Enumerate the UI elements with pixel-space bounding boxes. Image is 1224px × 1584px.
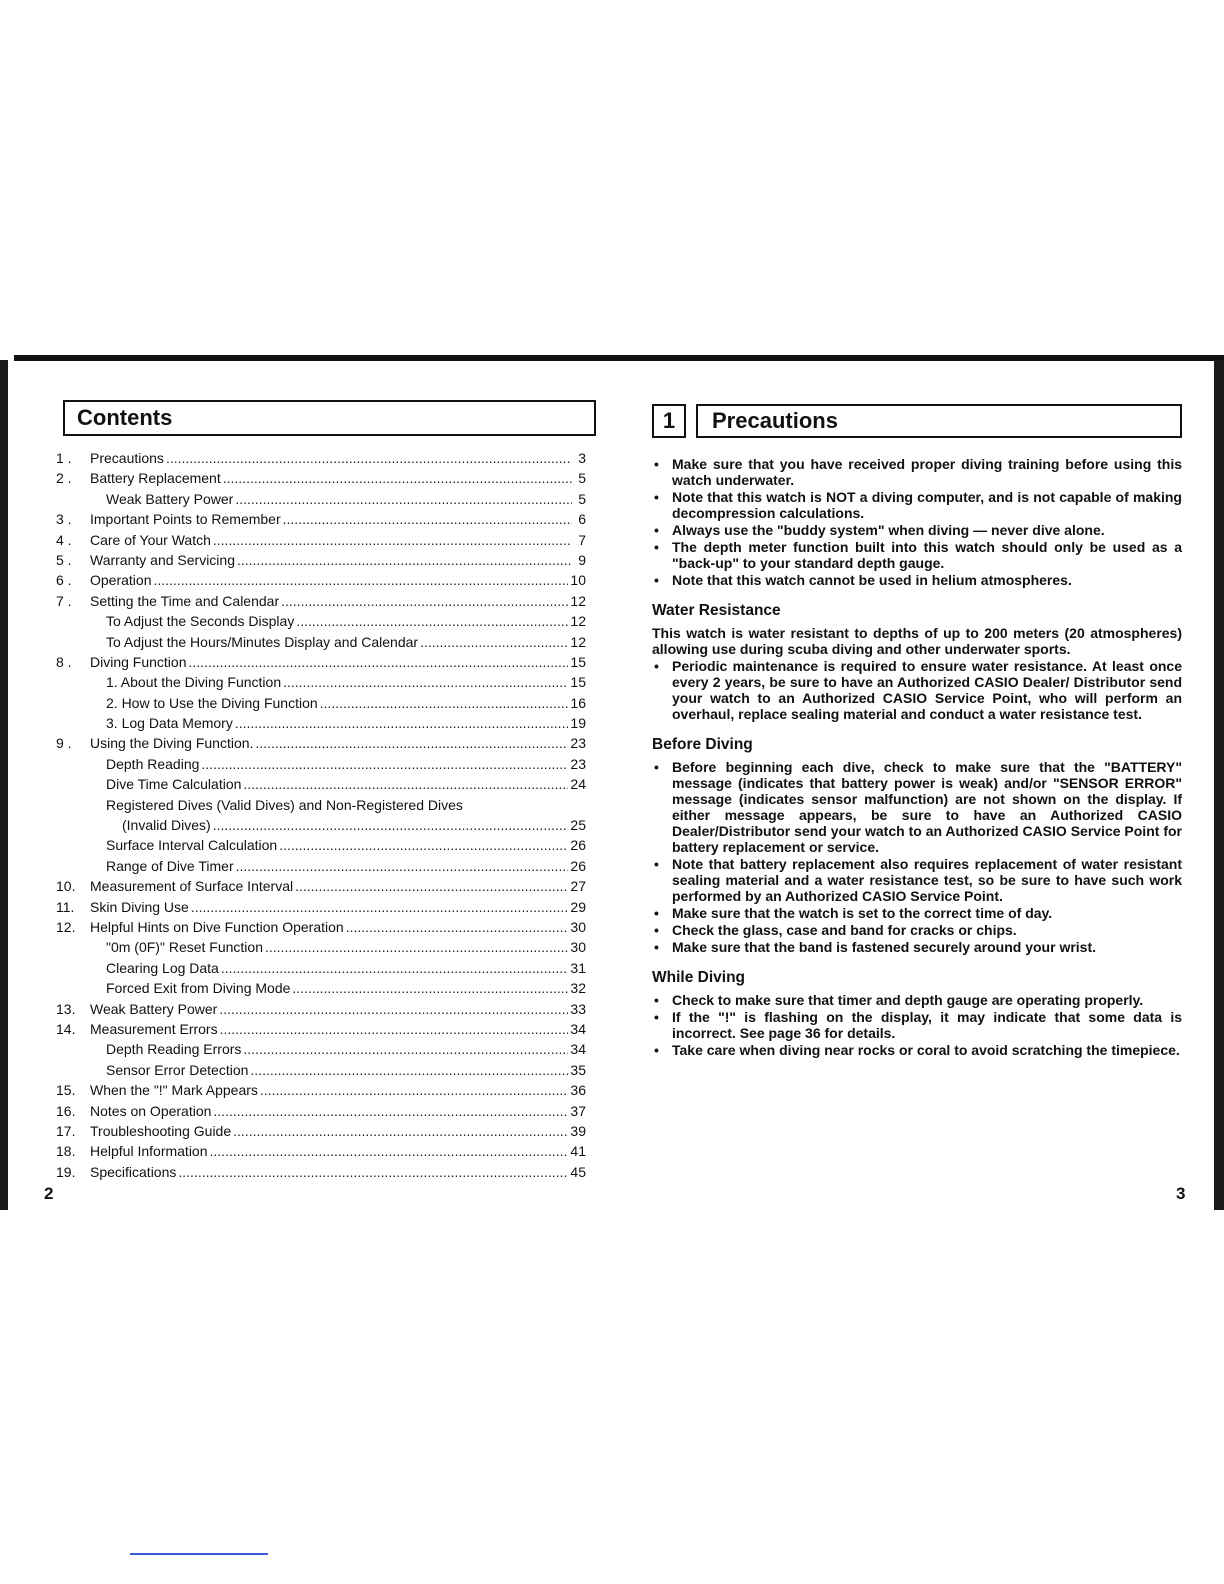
- toc-leader-dots: [236, 858, 569, 874]
- toc-entry-title: Weak Battery Power: [90, 1000, 218, 1017]
- toc-entry: [56, 939, 586, 959]
- top-rule: [14, 355, 1224, 361]
- toc-entry-page: 31: [570, 959, 586, 976]
- water-resistance-heading: Water Resistance: [652, 602, 781, 619]
- toc-entry-page: 12: [570, 592, 586, 609]
- toc-entry-title: Registered Dives (Valid Dives) and Non-Registered Dives: [106, 796, 463, 813]
- right-page-edge: [1214, 360, 1224, 1210]
- toc-leader-dots: [201, 756, 568, 772]
- list-item: • Note that this watch is NOT a diving computer, and is not capable of making decompression calculations.: [652, 489, 1182, 521]
- section-number: 1: [652, 404, 686, 438]
- toc-entry: [56, 899, 586, 919]
- table-of-contents: [56, 450, 586, 1184]
- toc-entry-page: 29: [570, 898, 586, 915]
- toc-entry: [56, 1041, 586, 1061]
- toc-leader-dots: [220, 1021, 569, 1037]
- toc-entry-title: 1. About the Diving Function: [106, 674, 282, 691]
- toc-leader-dots: [296, 613, 568, 629]
- toc-entry: [56, 552, 586, 572]
- toc-entry: [56, 1021, 586, 1041]
- toc-entry-title: Helpful Hints on Dive Function Operation: [90, 918, 344, 935]
- toc-entry: [56, 1164, 586, 1184]
- toc-entry-number: 16.: [56, 1102, 76, 1119]
- toc-entry-number: 17.: [56, 1122, 76, 1139]
- list-item: • Take care when diving near rocks or coral to avoid scratching the timepiece.: [652, 1042, 1182, 1058]
- toc-entry: [56, 756, 586, 776]
- toc-entry-page: 27: [570, 878, 586, 895]
- toc-entry-title: Dive Time Calculation: [106, 776, 242, 793]
- toc-entry: [56, 1082, 586, 1102]
- toc-entry: [56, 980, 586, 1000]
- toc-entry: [56, 470, 586, 490]
- toc-entry-page: 23: [570, 735, 586, 752]
- toc-leader-dots: [260, 1082, 569, 1098]
- before-diving-list: [652, 759, 1182, 955]
- toc-entry-page: 10: [570, 572, 586, 589]
- section-heading: [652, 404, 1182, 438]
- toc-entry-title: Depth Reading Errors: [106, 1041, 242, 1058]
- left-page-number: 2: [44, 1184, 54, 1203]
- toc-entry-number: 4 .: [56, 531, 72, 548]
- toc-entry-page: 6: [578, 511, 586, 528]
- toc-entry-page: 35: [570, 1061, 586, 1078]
- toc-entry-title: Operation: [90, 572, 152, 589]
- toc-entry-page: 15: [570, 674, 586, 691]
- toc-entry: [56, 878, 586, 898]
- toc-leader-dots: [178, 1164, 568, 1180]
- toc-entry-number: 10.: [56, 878, 76, 895]
- toc-entry: [56, 1062, 586, 1082]
- water-resistance-list: [652, 658, 1182, 722]
- toc-entry-title: Troubleshooting Guide: [90, 1122, 232, 1139]
- toc-leader-dots: [255, 735, 568, 751]
- toc-entry-number: 9 .: [56, 735, 72, 752]
- toc-leader-dots: [235, 491, 572, 507]
- toc-entry-number: 6 .: [56, 572, 72, 589]
- toc-entry: [56, 695, 586, 715]
- toc-entry: [56, 511, 586, 531]
- toc-entry-page: 45: [570, 1163, 586, 1180]
- toc-entry: [56, 797, 586, 817]
- toc-leader-dots: [213, 817, 569, 833]
- toc-entry-title: Clearing Log Data: [106, 959, 219, 976]
- list-item: • Check the glass, case and band for cracks or chips.: [652, 922, 1182, 938]
- toc-leader-dots: [295, 878, 568, 894]
- toc-entry-title: To Adjust the Hours/Minutes Display and Calendar: [106, 633, 419, 650]
- toc-entry-page: 15: [570, 653, 586, 670]
- list-item: • Always use the "buddy system" when diving — never dive alone.: [652, 522, 1182, 538]
- toc-entry: [56, 572, 586, 592]
- toc-entry-title: To Adjust the Seconds Display: [106, 613, 295, 630]
- toc-entry-page: 32: [570, 980, 586, 997]
- list-item: • If the "!" is flashing on the display, it may indicate that some data is incorrect. See page 36 for details.: [652, 1009, 1182, 1041]
- toc-entry-title: Precautions: [90, 450, 164, 466]
- right-page-number: 3: [1176, 1184, 1186, 1203]
- toc-entry-number: 14.: [56, 1020, 76, 1037]
- toc-leader-dots: [153, 572, 568, 588]
- toc-leader-dots: [243, 1041, 568, 1057]
- list-item: • Before beginning each dive, check to make sure that the "BATTERY" message (indicates that battery power is weak) and/or "SENSOR ERROR" message (indicates sensor malfunction) are not shown on the display. If either message appears, be sure to have an Authorized CASIO Dealer/Distributor send your watch to an Authorized CASIO Service Point for battery replacement or service.: [652, 759, 1182, 855]
- toc-entry-number: 15.: [56, 1082, 76, 1099]
- toc-entry: [56, 613, 586, 633]
- toc-entry-number: 19.: [56, 1163, 76, 1180]
- toc-entry-title: 2. How to Use the Diving Function: [106, 694, 318, 711]
- toc-entry-title: Measurement of Surface Interval: [90, 878, 294, 895]
- toc-entry-page: 5: [578, 490, 586, 507]
- toc-entry-number: 13.: [56, 1000, 76, 1017]
- toc-leader-dots: [346, 919, 569, 935]
- toc-entry-title: Diving Function: [90, 653, 187, 670]
- toc-entry-title: Range of Dive Timer: [106, 857, 234, 874]
- toc-leader-dots: [420, 634, 568, 650]
- toc-entry-title: When the "!" Mark Appears: [90, 1082, 258, 1099]
- toc-entry-number: 7 .: [56, 592, 72, 609]
- toc-entry-number: 3 .: [56, 511, 72, 528]
- toc-entry-page: 25: [570, 817, 586, 834]
- toc-entry-title: Notes on Operation: [90, 1102, 212, 1119]
- list-item: • Periodic maintenance is required to ensure water resistance. At least once every 2 years, be sure to have an Authorized CASIO Dealer/ Distributor send your watch to an Authorized CASIO Service Point, who will perform an overhaul, replace sealing material and conduct a water resistance test.: [652, 658, 1182, 722]
- toc-entry-page: 34: [570, 1020, 586, 1037]
- toc-entry-page: 9: [578, 551, 586, 568]
- list-item: • Check to make sure that timer and depth gauge are operating properly.: [652, 992, 1182, 1008]
- toc-entry: [56, 858, 586, 878]
- toc-entry-page: 12: [570, 633, 586, 650]
- toc-entry: [56, 491, 586, 511]
- toc-leader-dots: [189, 654, 569, 670]
- toc-entry-page: 39: [570, 1122, 586, 1139]
- toc-entry: [56, 532, 586, 552]
- toc-entry: [56, 1123, 586, 1143]
- toc-entry: [56, 1001, 586, 1021]
- toc-entry-number: 5 .: [56, 551, 72, 568]
- toc-entry-title: Battery Replacement: [90, 470, 221, 487]
- list-item: • Make sure that you have received proper diving training before using this watch underwater.: [652, 456, 1182, 488]
- toc-leader-dots: [223, 470, 572, 486]
- toc-entry-number: 12.: [56, 918, 76, 935]
- toc-entry-page: 33: [570, 1000, 586, 1017]
- toc-entry-number: 18.: [56, 1143, 76, 1160]
- toc-entry-title: Using the Diving Function.: [90, 735, 254, 752]
- water-resistance-paragraph: This watch is water resistant to depths of up to 200 meters (20 atmospheres) allowing use during scuba diving and other underwater sports.: [652, 625, 1182, 657]
- toc-entry-title: Helpful Information: [90, 1143, 208, 1160]
- toc-leader-dots: [279, 837, 568, 853]
- toc-leader-dots: [210, 1143, 569, 1159]
- toc-entry: [56, 1143, 586, 1163]
- toc-entry-page: 34: [570, 1041, 586, 1058]
- toc-leader-dots: [219, 1001, 568, 1017]
- toc-entry: [56, 837, 586, 857]
- toc-entry-title: Surface Interval Calculation: [106, 837, 278, 854]
- toc-entry-page: 26: [570, 837, 586, 854]
- toc-entry: [56, 817, 586, 837]
- toc-entry-page: 23: [570, 755, 586, 772]
- toc-entry-title: Skin Diving Use: [90, 898, 189, 915]
- toc-entry-page: 36: [570, 1082, 586, 1099]
- toc-leader-dots: [213, 1103, 568, 1119]
- toc-entry: [56, 634, 586, 654]
- left-page: [56, 400, 586, 1184]
- toc-entry: [56, 735, 586, 755]
- toc-entry: [56, 654, 586, 674]
- while-diving-list: [652, 992, 1182, 1058]
- toc-leader-dots: [283, 674, 568, 690]
- toc-entry-title: Sensor Error Detection: [106, 1061, 249, 1078]
- toc-entry-page: 30: [570, 939, 586, 956]
- toc-leader-dots: [221, 960, 569, 976]
- toc-entry-title: (Invalid Dives): [122, 817, 211, 834]
- toc-entry-title: Forced Exit from Diving Mode: [106, 980, 291, 997]
- list-item: • The depth meter function built into this watch should only be used as a "back-up" to your standard depth gauge.: [652, 539, 1182, 571]
- list-item: • Note that this watch cannot be used in helium atmospheres.: [652, 572, 1182, 588]
- bottom-underline: [130, 1553, 268, 1555]
- toc-entry-page: 30: [570, 918, 586, 935]
- toc-entry-title: Weak Battery Power: [106, 490, 234, 507]
- while-diving-heading: While Diving: [652, 969, 745, 986]
- toc-entry-title: Setting the Time and Calendar: [90, 592, 280, 609]
- toc-leader-dots: [233, 1123, 568, 1139]
- toc-entry-page: 7: [578, 531, 586, 548]
- toc-entry-page: 5: [578, 470, 586, 487]
- toc-entry-title: Depth Reading: [106, 755, 200, 772]
- toc-entry: [56, 593, 586, 613]
- toc-entry: [56, 450, 586, 470]
- toc-leader-dots: [281, 593, 568, 609]
- toc-entry-number: 11.: [56, 898, 75, 915]
- toc-entry-title: Important Points to Remember: [90, 511, 281, 528]
- toc-entry-number: 1 .: [56, 450, 72, 466]
- list-item: • Note that battery replacement also requires replacement of water resistant sealing material and a water resistance test, so be sure to have such work performed by an Authorized CASIO Service Point.: [652, 856, 1182, 904]
- toc-leader-dots: [283, 511, 572, 527]
- toc-entry-page: 41: [570, 1143, 586, 1160]
- toc-entry-number: 8 .: [56, 653, 72, 670]
- toc-entry-title: Specifications: [90, 1163, 177, 1180]
- toc-entry: [56, 1103, 586, 1123]
- contents-heading: Contents: [63, 400, 596, 436]
- toc-entry-title: Warranty and Servicing: [90, 551, 235, 568]
- toc-entry: [56, 919, 586, 939]
- toc-entry: [56, 960, 586, 980]
- toc-entry-page: 16: [570, 694, 586, 711]
- section-title: Precautions: [696, 404, 1182, 438]
- toc-entry-title: "0m (0F)" Reset Function: [106, 939, 263, 956]
- toc-leader-dots: [265, 939, 568, 955]
- before-diving-heading: Before Diving: [652, 736, 753, 753]
- toc-entry-page: 37: [570, 1102, 586, 1119]
- toc-entry-title: Care of Your Watch: [90, 531, 211, 548]
- left-page-edge: [0, 360, 8, 1210]
- toc-leader-dots: [213, 532, 572, 548]
- toc-entry-title: Measurement Errors: [90, 1020, 218, 1037]
- toc-entry-page: 3: [578, 450, 586, 466]
- toc-leader-dots: [320, 695, 569, 711]
- toc-entry-page: 19: [570, 715, 586, 732]
- toc-leader-dots: [191, 899, 569, 915]
- list-item: • Make sure that the band is fastened securely around your wrist.: [652, 939, 1182, 955]
- toc-entry-title: 3. Log Data Memory: [106, 715, 233, 732]
- toc-leader-dots: [237, 552, 572, 568]
- precaution-list: [652, 456, 1182, 588]
- toc-leader-dots: [292, 980, 568, 996]
- toc-entry: [56, 776, 586, 796]
- toc-leader-dots: [166, 450, 572, 466]
- toc-leader-dots: [250, 1062, 568, 1078]
- toc-leader-dots: [243, 776, 568, 792]
- toc-entry-page: 24: [570, 776, 586, 793]
- toc-entry-page: 26: [570, 857, 586, 874]
- right-page: [652, 404, 1182, 1059]
- toc-entry-number: 2 .: [56, 470, 72, 487]
- toc-entry: [56, 674, 586, 694]
- toc-entry-page: 12: [570, 613, 586, 630]
- list-item: • Make sure that the watch is set to the correct time of day.: [652, 905, 1182, 921]
- toc-entry: [56, 715, 586, 735]
- toc-leader-dots: [235, 715, 569, 731]
